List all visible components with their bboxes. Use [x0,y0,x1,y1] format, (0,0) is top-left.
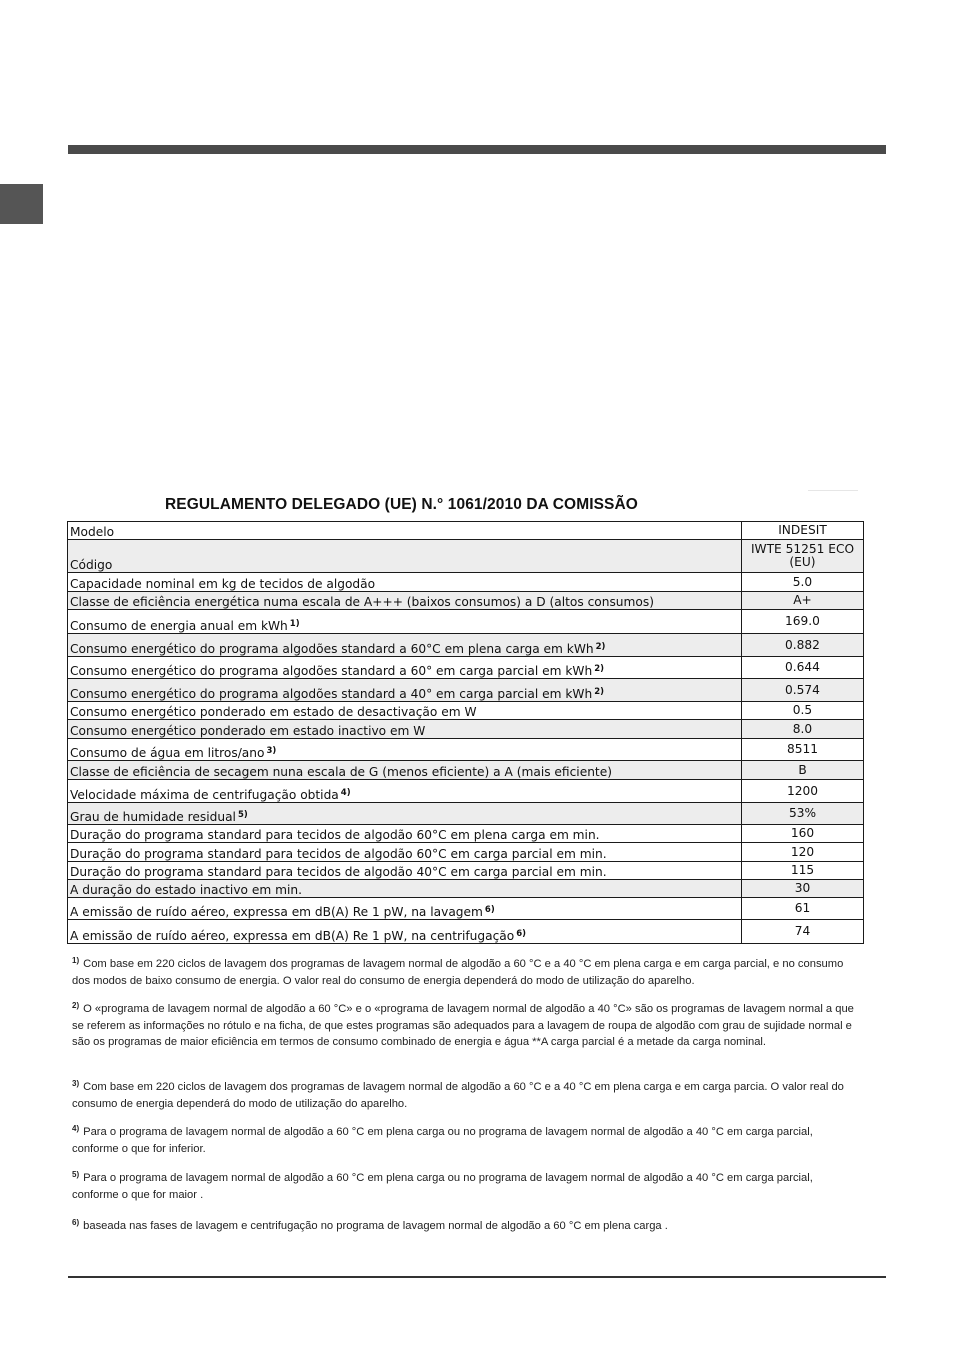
row-value: 1200 [742,780,864,803]
row-label: Modelo [70,525,115,539]
row-value: A+ [742,592,864,610]
row-label: Classe de eficiência energética numa escala de A+++ (baixos consumos) a D (altos consumos) [70,595,654,609]
footnote-text: Com base em 220 ciclos de lavagem dos programas de lavagem normal de algodão a 60 °C e a 40 °C em plena carga e em carga parcial, e no consumo dos modos de baixo consumo de energia. O valor real do consumo de energia dependerá do modo de utilização do aparelho. [72,958,844,987]
row-label: Velocidade máxima de centrifugação obtida [70,788,339,802]
table-row [68,780,864,803]
table-row [68,522,864,540]
footnote [72,1218,862,1235]
footnote-mark: 2) [72,1001,80,1010]
footnote-text: O «programa de lavagem normal de algodão a 60 °C» e o «programa de lavagem normal de algodão a 40 °C» são os programas de lavagem normal a que se referem as informações no rótulo e na ficha, de que estes programas são adequados para a lavagem de roupa de algodão com grau de sujidade normal e são os programas de maior eficiência em termos de consumo combinado de energia e água **A carga parcial é a metade da carga nominal. [72,1003,854,1048]
table-row [68,803,864,825]
regulation-title: REGULAMENTO DELEGADO (UE) N.° 1061/2010 DA COMISSÃO [165,496,638,513]
row-label: A emissão de ruído aéreo, expressa em dB(A) Re 1 pW, na lavagem [70,905,483,919]
row-label: Duração do programa standard para tecidos de algodão 40°C em carga parcial em min. [70,865,607,879]
bottom-rule [68,1276,886,1278]
row-value: 0.5 [742,702,864,720]
table-row [68,843,864,862]
table-row [68,592,864,610]
table-row [68,634,864,657]
row-label: Consumo energético do programa algodões standard a 40° em carga parcial em kWh [70,687,593,701]
row-value: 160 [742,825,864,843]
top-rule [68,145,886,154]
footnote-mark: 5) [72,1170,80,1179]
footnote-reference: 6) [484,905,495,915]
row-label: Duração do programa standard para tecidos de algodão 60°C em plena carga em min. [70,828,600,842]
faint-mark [808,490,858,491]
row-label-cell [68,862,742,880]
footnote [72,1079,862,1112]
table-row [68,739,864,761]
row-value: 5.0 [742,573,864,592]
row-label-cell [68,843,742,862]
footnote-text: Com base em 220 ciclos de lavagem dos programas de lavagem normal de algodão a 60 °C e a 40 °C em plena carga e em carga parcia. O valor real do consumo de energia dependerá do modo de utilização do aparelho. [72,1081,844,1110]
table-row [68,679,864,702]
row-value: 8.0 [742,720,864,739]
row-value: 0.882 [742,634,864,657]
row-label: Classe de eficiência de secagem nuna escala de G (menos eficiente) a A (mais eficiente) [70,765,612,779]
row-label: Consumo energético do programa algodões standard a 60° em carga parcial em kWh [70,664,593,678]
footnote-mark: 3) [72,1079,80,1088]
row-label-cell [68,720,742,739]
row-label: A emissão de ruído aéreo, expressa em dB(A) Re 1 pW, na centrifugação [70,929,515,943]
row-value: 61 [742,898,864,920]
row-label: Código [70,558,113,572]
row-value: 115 [742,862,864,880]
table-row [68,657,864,679]
table-row [68,610,864,634]
row-label-cell [68,540,742,573]
row-label: Capacidade nominal em kg de tecidos de algodão [70,577,376,591]
table-row [68,702,864,720]
footnote-text: Para o programa de lavagem normal de algodão a 60 °C em plena carga ou no programa de lavagem normal de algodão a 40 °C em carga parcial, conforme o que for inferior. [72,1126,813,1155]
footnote-reference: 1) [289,619,300,629]
specification-table-body [68,522,864,944]
row-label-cell [68,679,742,702]
row-value: 0.644 [742,657,864,679]
row-label-cell [68,780,742,803]
row-label-cell [68,702,742,720]
table-row [68,862,864,880]
footnote [72,956,862,989]
footnote-reference: 6) [516,929,527,939]
footnote-reference: 5) [237,810,248,820]
row-value: 30 [742,880,864,898]
specification-table [67,521,864,944]
row-label-cell [68,573,742,592]
footnote-reference: 4) [340,788,351,798]
table-row [68,920,864,944]
row-value: 74 [742,920,864,944]
row-label: Grau de humidade residual [70,810,236,824]
row-label: Consumo energético ponderado em estado de desactivação em W [70,705,477,719]
row-label-cell [68,610,742,634]
footnote [72,1124,862,1157]
row-value: 8511 [742,739,864,761]
row-label-cell [68,880,742,898]
footnote-text: baseada nas fases de lavagem e centrifugação no programa de lavagem normal de algodão a 60 °C em plena carga . [83,1220,668,1232]
row-label-cell [68,739,742,761]
table-row [68,880,864,898]
row-label: Consumo de água em litros/ano [70,746,265,760]
footnote-reference: 2) [594,687,604,697]
table-row [68,761,864,780]
row-label: Duração do programa standard para tecidos de algodão 60°C em carga parcial em min. [70,847,607,861]
row-label-cell [68,898,742,920]
footnote-reference: 3) [266,746,277,756]
footnote-mark: 1) [72,956,80,965]
row-label-cell [68,634,742,657]
section-tab [0,184,43,224]
row-label: A duração do estado inactivo em min. [70,883,302,897]
row-label-cell [68,920,742,944]
row-value: 53% [742,803,864,825]
row-label: Consumo energético ponderado em estado inactivo em W [70,724,426,738]
row-label-cell [68,803,742,825]
row-value: INDESIT [742,522,864,540]
row-label-cell [68,522,742,540]
row-label-cell [68,825,742,843]
row-value: 120 [742,843,864,862]
table-row [68,898,864,920]
footnote-text: Para o programa de lavagem normal de algodão a 60 °C em plena carga ou no programa de lavagem normal de algodão a 40 °C em carga parcial, conforme o que for maior . [72,1172,813,1201]
row-value: 169.0 [742,610,864,634]
row-label-cell [68,761,742,780]
row-value: IWTE 51251 ECO (EU) [742,540,864,573]
footnote-reference: 2) [594,664,604,674]
footnote-reference: 2) [595,642,606,652]
footnote [72,1001,862,1051]
row-label: Consumo energético do programa algodões standard a 60°C em plena carga em kWh [70,642,594,656]
row-label: Consumo de energia anual em kWh [70,619,288,633]
footnote-mark: 6) [72,1218,80,1227]
footnote [72,1170,862,1203]
table-row [68,720,864,739]
row-label-cell [68,592,742,610]
table-row [68,540,864,573]
row-value: 0.574 [742,679,864,702]
table-row [68,573,864,592]
row-value: B [742,761,864,780]
row-label-cell [68,657,742,679]
table-row [68,825,864,843]
footnote-mark: 4) [72,1124,80,1133]
